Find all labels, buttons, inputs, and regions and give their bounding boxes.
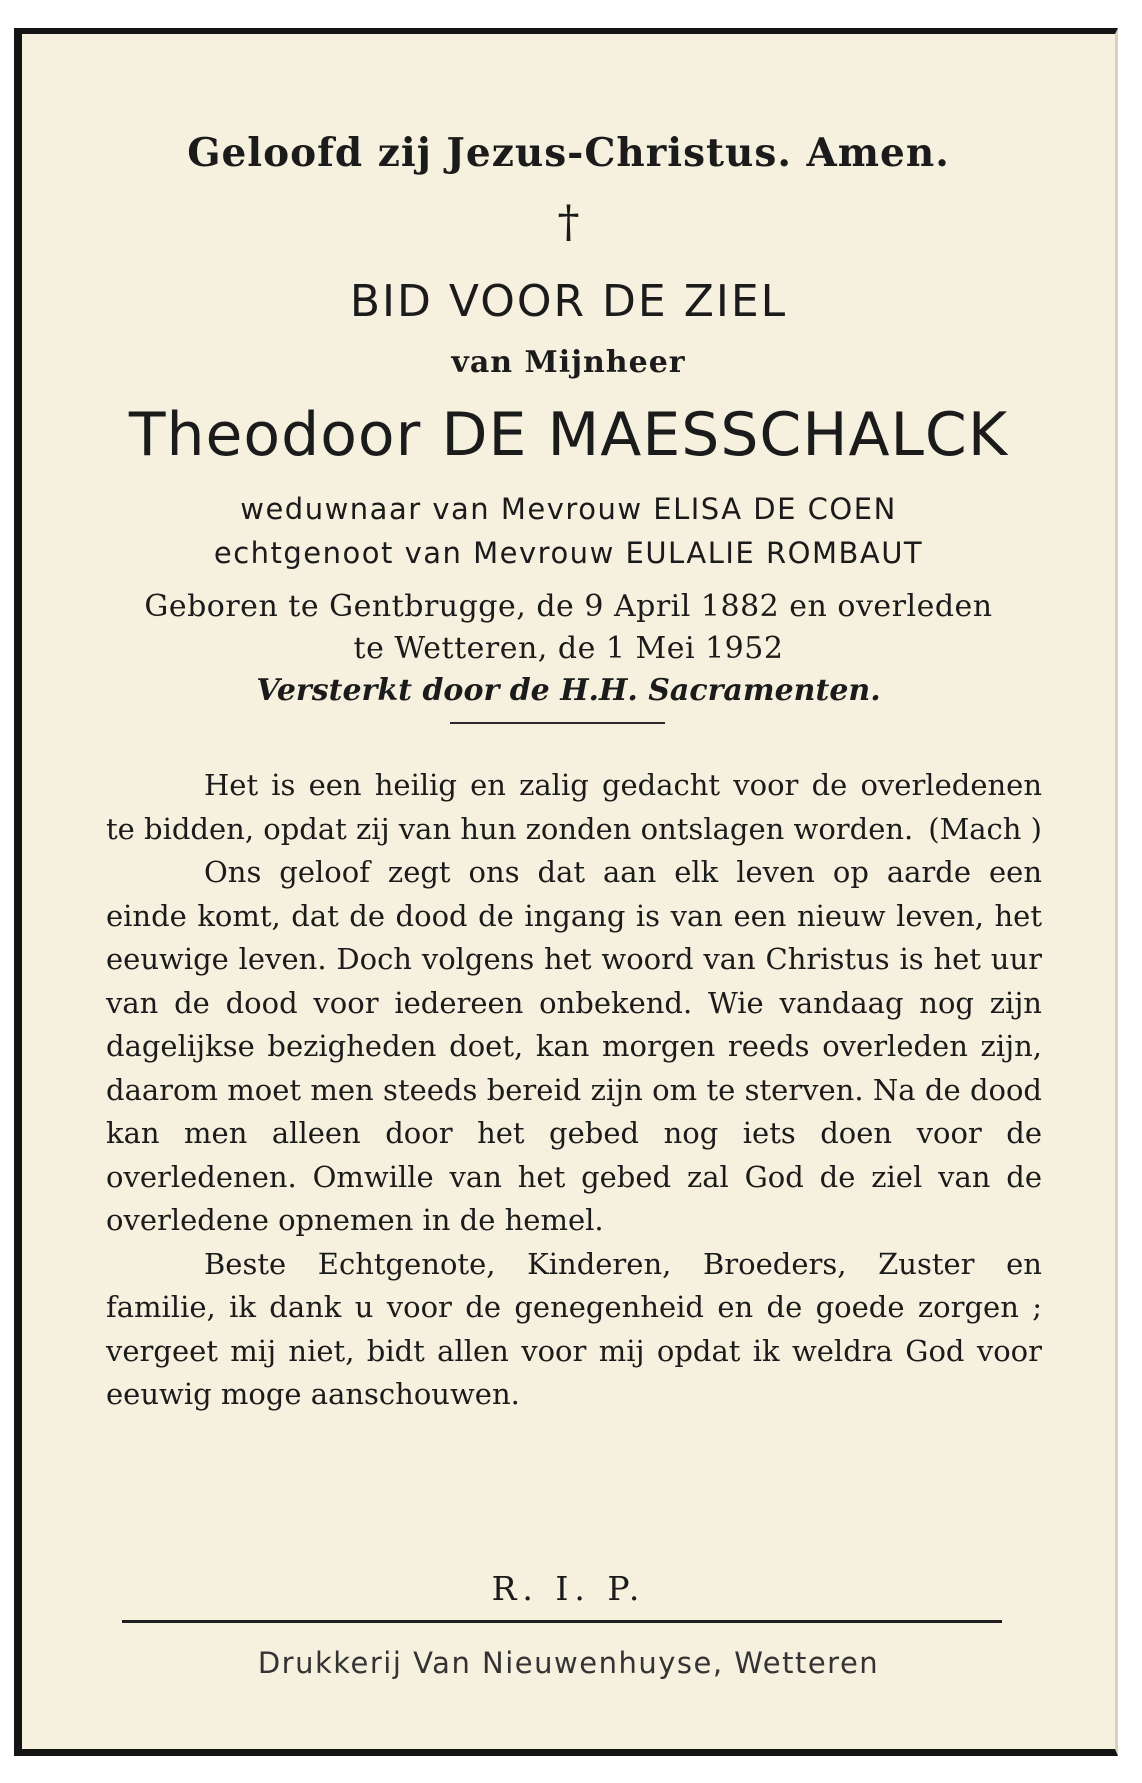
- printer-credit: Drukkerij Van Nieuwenhuyse, Wetteren: [257, 1646, 880, 1680]
- deceased-name: Theodoor DE MAESSCHALCK: [128, 400, 1009, 470]
- sacraments-line: Versterkt door de H.H. Sacramenten.: [256, 673, 881, 708]
- header-prayer: Geloofd zij Jezus-Christus. Amen.: [187, 130, 950, 176]
- prayer-body: [106, 764, 1042, 1417]
- birth-death-line-2: te Wetteren, de 1 Mei 1952: [353, 631, 784, 666]
- birth-death-line-1: Geboren te Gentbrugge, de 9 April 1882 en overleden: [144, 589, 993, 624]
- bid-title: BID VOOR DE ZIEL: [349, 276, 788, 327]
- widower-line: weduwnaar van Mevrouw ELISA DE COEN: [240, 492, 897, 526]
- paragraph-2: Ons geloof zegt ons dat aan elk leven op aarde een einde komt, dat de dood de ingang is van een nieuw leven, het eeuwige leven. Doch volgens het woord van Christus is het uur van de dood voor iedereen onbekend. Wie vandaag nog zijn dagelijkse bezigheden doet, kan morgen reeds overleden zijn, daarom moet men steeds bereid zijn om te sterven. Na de dood kan men alleen door het gebed nog iets doen voor de overledenen. Omwille van het gebed zal God de ziel van de overledene opnemen in de hemel.: [106, 855, 1042, 1237]
- short-divider: [450, 722, 665, 724]
- cross-icon: †: [557, 197, 580, 248]
- rip-text: R. I. P.: [491, 1569, 646, 1608]
- van-mijnheer: van Mijnheer: [451, 345, 686, 380]
- paragraph-3: Beste Echtgenote, Kinderen, Broeders, Zuster en familie, ik dank u voor de genegenheid en de goede zorgen ; vergeet mij niet, bidt allen voor mij opdat ik weldra God voor eeuwig moge aanschouwen.: [106, 1246, 1042, 1411]
- paragraph-1-source: (Mach ): [928, 811, 1042, 846]
- spouse-line: echtgenoot van Mevrouw EULALIE ROMBAUT: [213, 536, 924, 570]
- long-divider: [122, 1620, 1002, 1623]
- memorial-card: [14, 28, 1118, 1756]
- paragraph-1: Het is een heilig en zalig gedacht voor de overledenen te bidden, opdat zij van hun zonden ontslagen worden.: [106, 768, 1042, 846]
